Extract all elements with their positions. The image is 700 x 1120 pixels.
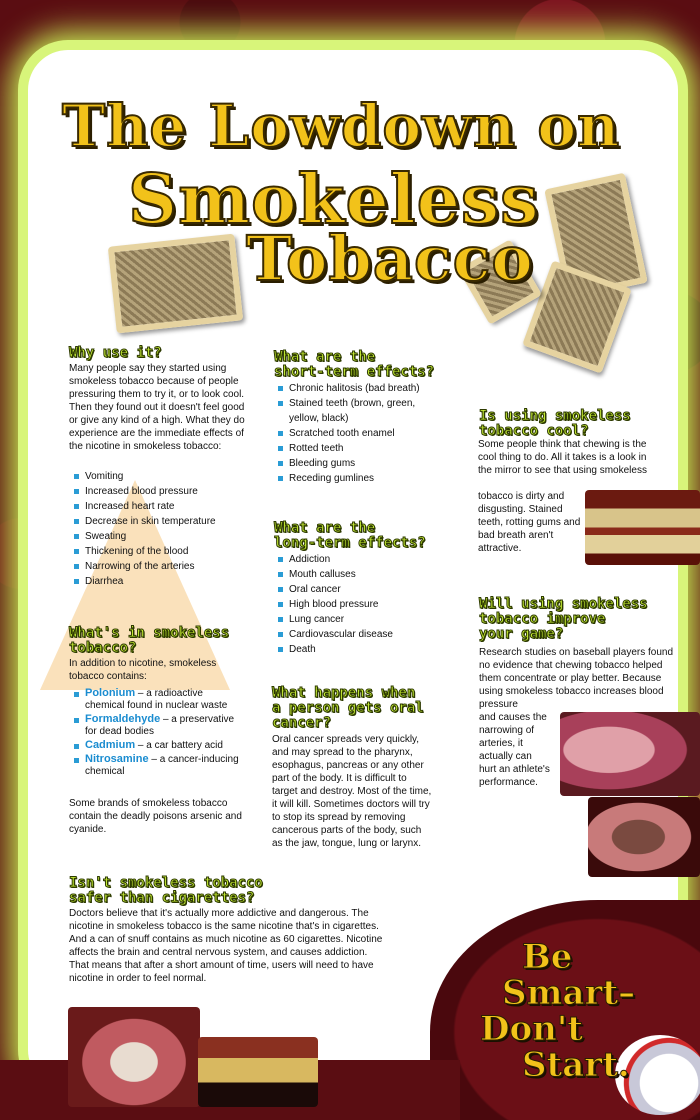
contains-intro: In addition to nicotine, smokeless tobacco contains: bbox=[69, 658, 217, 682]
list-item: Bleeding gums bbox=[277, 456, 437, 471]
list-item: Decrease in skin temperature bbox=[73, 514, 263, 529]
game-body-1: Research studies on baseball players found no evidence that chewing tobacco helped them concentrate or play better. Because using smokeless tobacco increases blood pressure bbox=[479, 647, 674, 710]
contains-footer: Some brands of smokeless tobacco contain the deadly poisons arsenic and cyanide. bbox=[69, 798, 242, 835]
tongue-photo bbox=[588, 797, 700, 877]
list-item: Chronic halitosis (bad breath) bbox=[277, 381, 437, 396]
list-item: High blood pressure bbox=[277, 597, 437, 612]
why-heading: Why use it? bbox=[69, 345, 162, 361]
long-term-list bbox=[277, 552, 437, 657]
why-effects-list bbox=[73, 469, 263, 589]
list-item: Narrowing of the arteries bbox=[73, 559, 263, 574]
game-body-2: and causes the narrowing of arteries, it actually can hurt an athlete's performance. bbox=[479, 712, 550, 788]
game-heading: Will using smokeless tobacco improve your game? bbox=[479, 596, 648, 642]
list-item: Rotted teeth bbox=[277, 441, 437, 456]
gum-damage-photo bbox=[560, 712, 700, 796]
title-line-2: Smokeless bbox=[128, 160, 540, 240]
tobacco-pouch-image bbox=[108, 234, 243, 334]
title-line-3: Tobacco bbox=[246, 222, 534, 295]
list-item: Scratched tooth enamel bbox=[277, 426, 437, 441]
list-item: Increased heart rate bbox=[73, 499, 263, 514]
stained-teeth-photo bbox=[585, 490, 700, 565]
cool-heading: Is using smokeless tobacco cool? bbox=[479, 408, 631, 439]
cool-body-2: tobacco is dirty and disgusting. Stained teeth, rotting gums and bad breath aren't attractive. bbox=[478, 491, 581, 554]
list-item: Polonium – a radioactive chemical found in nuclear waste bbox=[73, 687, 243, 712]
oral-cancer-body: Oral cancer spreads very quickly, and may spread to the pharynx, esophagus, pancreas or any other part of the body. It is difficult to target and destroy. Most of the time, it will kill. Sometimes doctors will try to stop its spread by removing cancerous parts of the body, such as the jaw, tongue, lung or larynx. bbox=[272, 734, 432, 849]
list-item: Diarrhea bbox=[73, 574, 263, 589]
list-item: Addiction bbox=[277, 552, 437, 567]
list-item: Mouth calluses bbox=[277, 567, 437, 582]
slogan-line: Start. bbox=[522, 1045, 630, 1085]
safer-heading: Isn't smokeless tobacco safer than cigarettes? bbox=[69, 875, 263, 906]
list-item: Vomiting bbox=[73, 469, 263, 484]
title-line-1: The Lowdown on bbox=[62, 92, 621, 160]
slogan-line: Smart– bbox=[502, 973, 636, 1013]
list-item: Death bbox=[277, 642, 437, 657]
list-item: Cadmium – a car battery acid bbox=[73, 739, 243, 752]
short-term-list bbox=[277, 381, 437, 486]
contains-list bbox=[73, 687, 243, 779]
list-item: Cardiovascular disease bbox=[277, 627, 437, 642]
list-item: Receding gumlines bbox=[277, 471, 437, 486]
oral-cancer-heading: What happens when a person gets oral cancer? bbox=[272, 685, 424, 731]
why-body: Many people say they started using smokeless tobacco because of people pressuring them to try it, or to look cool. Then they found out it doesn't feel good or give any kind of a high. What they do experience are the immediate effects of the nicotine in smokeless tobacco: bbox=[69, 363, 245, 452]
list-item: Formaldehyde – a preservative for dead bodies bbox=[73, 713, 243, 738]
short-term-heading: What are the short-term effects? bbox=[274, 349, 435, 380]
list-item: Lung cancer bbox=[277, 612, 437, 627]
list-item: Stained teeth (brown, green, yellow, black) bbox=[277, 396, 437, 426]
cool-body-1: Some people think that chewing is the cool thing to do. All it takes is a look in the mirror to see that using smokeless bbox=[478, 439, 647, 476]
list-item: Nitrosamine – a cancer-inducing chemical bbox=[73, 753, 243, 778]
list-item: Increased blood pressure bbox=[73, 484, 263, 499]
decayed-teeth-photo bbox=[198, 1037, 318, 1107]
long-term-heading: What are the long-term effects? bbox=[274, 520, 426, 551]
slogan-line: Don't bbox=[480, 1009, 583, 1049]
list-item: Thickening of the blood bbox=[73, 544, 263, 559]
oral-lesion-photo bbox=[68, 1007, 200, 1107]
list-item: Oral cancer bbox=[277, 582, 437, 597]
safer-body: Doctors believe that it's actually more addictive and dangerous. The nicotine in smokeless tobacco is the same nicotine that's in cigarettes. And a can of snuff contains as much nicotine as 60 cigarettes. Nicotine affects the brain and central nervous system, and causes addiction. That means that after a short amount of time, users will need to have nicotine in order to feel normal. bbox=[69, 908, 383, 984]
contains-heading: What's in smokeless tobacco? bbox=[69, 625, 230, 656]
slogan-line: Be bbox=[522, 937, 573, 977]
list-item: Sweating bbox=[73, 529, 263, 544]
